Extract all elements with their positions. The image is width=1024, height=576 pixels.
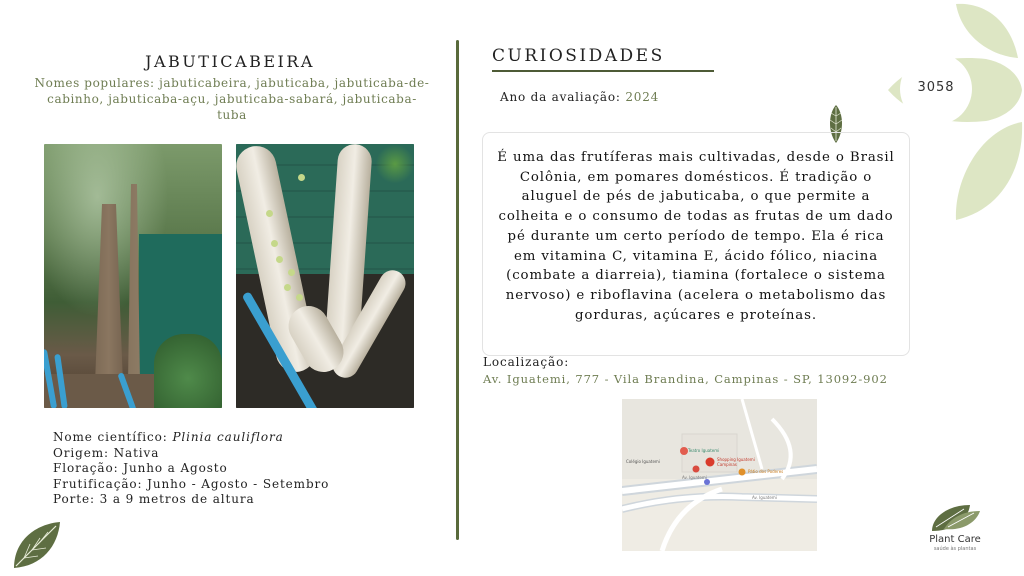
flowering-text: Floração: Junho a Agosto [53, 461, 228, 475]
evaluation-year: Ano da avaliação: 2024 [500, 90, 660, 104]
section-title: CURIOSIDADES [492, 46, 665, 66]
column-divider [456, 40, 459, 540]
location-label: Localização: [483, 355, 570, 369]
brand-tagline: saúde às plantas [933, 546, 977, 552]
plant-number: 3058 [917, 80, 955, 95]
tree-trunk-photo [236, 144, 414, 408]
tree-photo-full [44, 144, 222, 408]
brand-name: Plant Care [929, 534, 981, 545]
leaf-top-icon [952, 0, 1024, 60]
map-label-teatro: Teatro Iguatemi [688, 448, 720, 453]
scientific-name: Nome científico: Plinia cauliflora [53, 430, 284, 444]
plant-care-logo-icon [930, 503, 982, 533]
size-text: Porte: 3 a 9 metros de altura [53, 492, 255, 506]
location-map[interactable] [622, 399, 817, 551]
map-label-shopping: Shopping Iguatemi Campinas [717, 457, 755, 467]
plant-title: JABUTICABEIRA [145, 52, 315, 71]
map-label-patio: Pátio dos Poderes [748, 469, 784, 474]
location-address: Av. Iguatemi, 777 - Vila Brandina, Campinas - SP, 13092-902 [483, 372, 888, 386]
fruiting-text: Frutificação: Junho - Agosto - Setembro [53, 476, 330, 491]
curiosity-text: É uma das frutíferas mais cultivadas, desde o Brasil Colônia, em pomares domésticos. É tradição o aluguel de pés de jabuticaba, o que permite a colheita e o consumo de todas as frutas de um dado pé durante um certo período de tempo. Ela é rica em vitamina C, vitamina E, ácido fólico, niacina (combate a diarreia), tiamina (fortalece o sistema nervoso) e riboflavina (acelera o metabolismo das gorduras, açúcares e proteínas. [497, 150, 895, 323]
map-street-2: Av. Iguatemi [752, 495, 777, 500]
title-underline [492, 70, 714, 72]
leaf-decoration-icon [10, 520, 62, 572]
map-label-colegio: Colégio Iguatemi [626, 459, 660, 464]
origin-text: Origem: Nativa [53, 445, 160, 460]
popular-names: Nomes populares: jabuticabeira, jabuticaba, jabuticaba-de-cabinho, jabuticaba-açu, jabuticaba-sabará, jabuticaba-tuba [34, 76, 430, 122]
leaf-bottom-icon [950, 120, 1024, 224]
map-street-1: Av. Iguatemi [682, 475, 707, 480]
plant-details [53, 430, 329, 508]
